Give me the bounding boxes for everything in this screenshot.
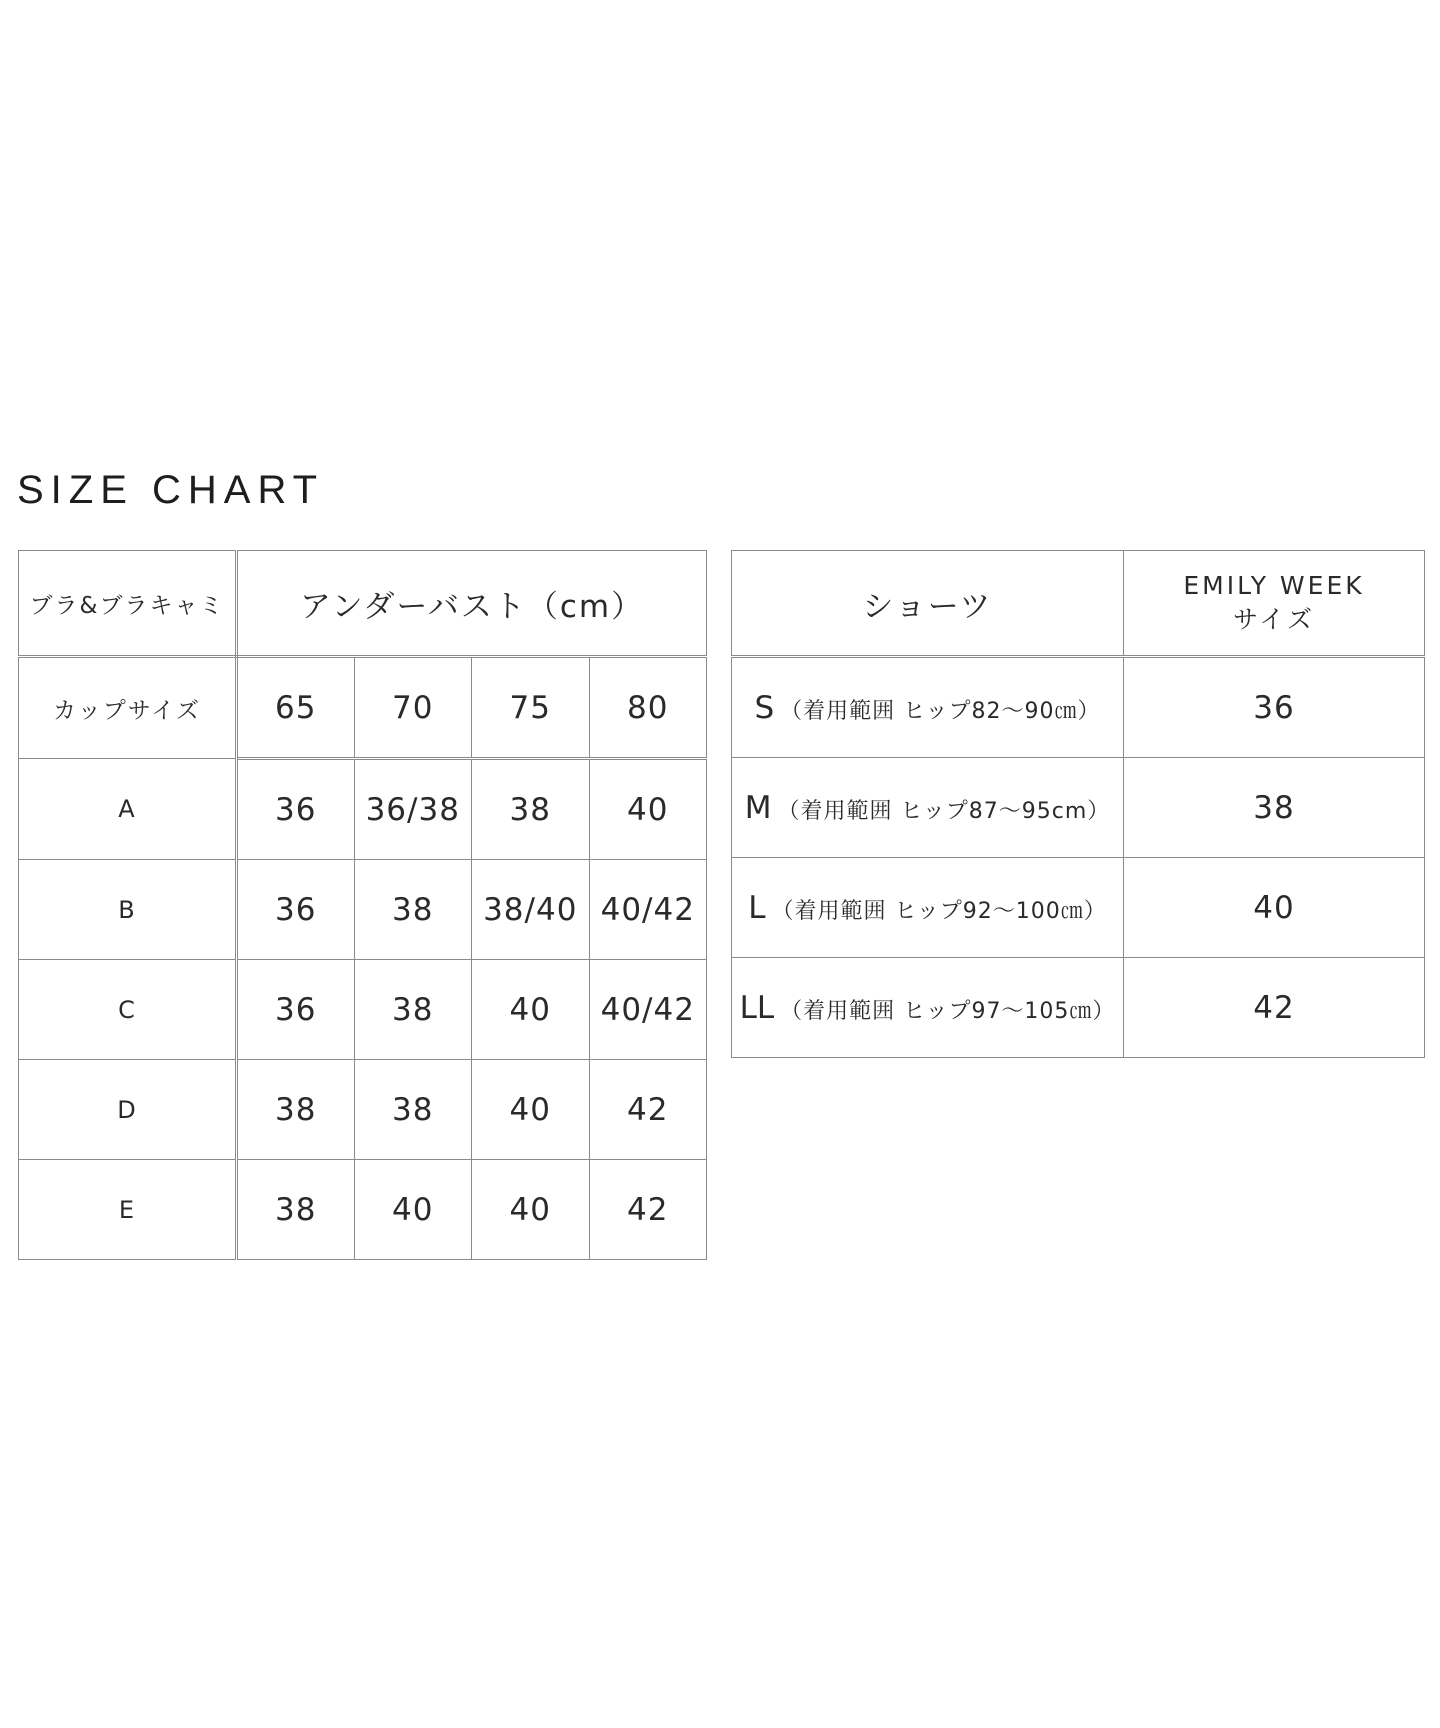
size-label: サイズ [1232,605,1315,634]
table-row [19,960,707,1060]
table-header-row [19,551,707,657]
size-value-cell: 38 [237,1160,355,1260]
table-row [19,759,707,860]
size-value-cell: 36 [237,960,355,1060]
shorts-size-table [731,550,1425,1058]
hip-range: （着用範囲 ヒップ97〜105㎝） [780,998,1116,1024]
emily-week-value-cell: 40 [1124,858,1425,958]
shorts-size-cell [732,858,1124,958]
size-value-cell: 42 [589,1060,707,1160]
size-value-cell: 38/40 [472,860,590,960]
table-row [732,958,1425,1058]
bra-corner-label: ブラ&ブラキャミ [19,551,237,657]
size-value-cell: 36/38 [354,759,472,860]
bra-size-table [18,550,707,1260]
size-value-cell: 38 [472,759,590,860]
size-code: L [748,889,766,926]
size-value-cell: 40 [472,960,590,1060]
size-value-cell: 40/42 [589,860,707,960]
shorts-size-cell [732,657,1124,758]
table-row [732,758,1425,858]
size-value-cell: 36 [237,759,355,860]
table-row [19,657,707,759]
table-header-row [732,551,1425,657]
size-value-cell: 40 [472,1060,590,1160]
emily-week-label: EMILY WEEK [1183,571,1365,600]
size-code: M [744,789,772,826]
size-value-cell: 36 [237,860,355,960]
size-code: S [754,689,775,726]
emily-week-value-cell: 38 [1124,758,1425,858]
emily-week-value-cell: 42 [1124,958,1425,1058]
table-row [732,858,1425,958]
cup-size-label: カップサイズ [19,657,237,759]
size-value-cell: 40/42 [589,960,707,1060]
shorts-size-cell [732,958,1124,1058]
underbust-size-cell: 75 [472,657,590,759]
emily-week-value-cell: 36 [1124,657,1425,758]
shorts-size-cell [732,758,1124,858]
emily-week-size-header [1124,551,1425,657]
underbust-size-cell: 65 [237,657,355,759]
hip-range: （着用範囲 ヒップ87〜95cm） [777,798,1111,824]
underbust-size-cell: 80 [589,657,707,759]
page-title: SIZE CHART [17,468,325,512]
cup-cell: E [19,1160,237,1260]
cup-cell: C [19,960,237,1060]
hip-range: （着用範囲 ヒップ92〜100㎝） [771,898,1107,924]
size-value-cell: 38 [354,1060,472,1160]
size-value-cell: 40 [472,1160,590,1260]
size-value-cell: 38 [354,860,472,960]
size-value-cell: 42 [589,1160,707,1260]
table-row [732,657,1425,758]
table-row [19,1160,707,1260]
table-row [19,1060,707,1160]
size-value-cell: 40 [354,1160,472,1260]
size-value-cell: 40 [589,759,707,860]
size-value-cell: 38 [237,1060,355,1160]
cup-cell: B [19,860,237,960]
cup-cell: A [19,759,237,860]
underbust-header: アンダーバスト（cm） [237,551,707,657]
cup-cell: D [19,1060,237,1160]
hip-range: （着用範囲 ヒップ82〜90㎝） [780,698,1101,724]
table-row [19,860,707,960]
size-value-cell: 38 [354,960,472,1060]
size-code: LL [739,989,775,1026]
underbust-size-cell: 70 [354,657,472,759]
shorts-header: ショーツ [732,551,1124,657]
